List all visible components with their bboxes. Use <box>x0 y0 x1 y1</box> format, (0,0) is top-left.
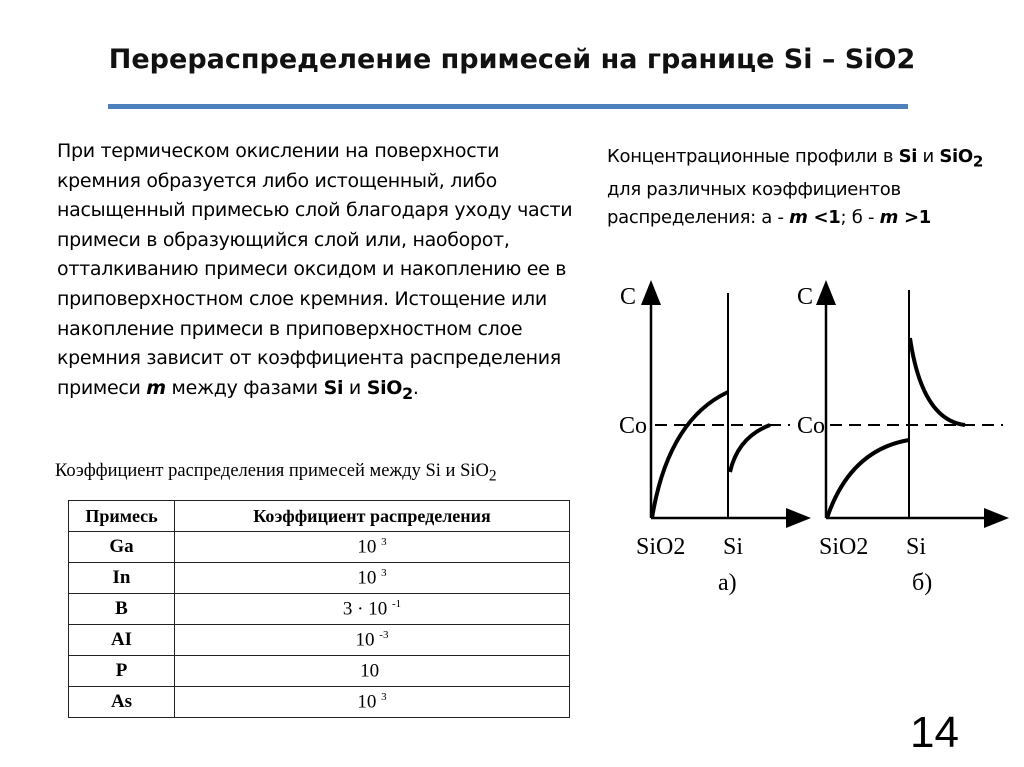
silicon-profile-curve <box>730 425 770 472</box>
subscript: 2 <box>488 467 497 485</box>
page-number: 14 <box>910 708 959 757</box>
panel-a-label: а) <box>718 570 737 596</box>
silicon-profile-curve <box>910 338 965 425</box>
m-symbol: m <box>146 376 166 399</box>
coefficient-exponent: 3 <box>381 535 387 548</box>
c0-label: Co <box>797 413 826 439</box>
si-term: Si <box>898 146 918 167</box>
coefficient-base: 10 <box>357 691 377 713</box>
y-axis-label: C <box>620 284 637 310</box>
coefficient-base: 10 <box>355 629 375 651</box>
caption-text: для различных коэффициентов распределения: а - <box>607 178 901 228</box>
table-caption-text: Коэффициент распределения примесей между Si и SiO <box>55 461 489 481</box>
coefficient-base: 10 <box>357 567 377 589</box>
si-label: Si <box>906 534 927 560</box>
coefficient-exponent: 3 <box>381 566 387 579</box>
sio2-label: SiO2 <box>819 534 869 560</box>
impurity-cell: AI <box>69 625 175 656</box>
impurity-cell: P <box>69 656 175 687</box>
column-header: Примесь <box>69 501 175 532</box>
panel-a <box>651 285 806 518</box>
coefficient-base: 10 <box>360 660 380 682</box>
sio2-term: SiO <box>939 146 973 167</box>
caption-text: Концентрационные профили в <box>607 146 899 167</box>
oxide-profile-curve <box>827 440 909 518</box>
m-symbol: m <box>789 206 808 228</box>
m-symbol: m <box>879 206 899 228</box>
si-label: Si <box>723 534 744 560</box>
y-axis-label: C <box>797 284 814 310</box>
impurity-cell: B <box>69 594 175 625</box>
impurity-cell: As <box>69 687 175 718</box>
oxide-profile-curve <box>652 392 728 518</box>
panel-b-label: б) <box>912 570 933 596</box>
coefficient-exponent: 3 <box>381 690 387 703</box>
sio2-term: SiO <box>366 376 403 399</box>
panel-b <box>826 285 1004 518</box>
paragraph-text: между фазами <box>165 376 324 399</box>
caption-text: ; б - <box>840 206 880 228</box>
si-term: Si <box>323 376 344 399</box>
c0-label: Co <box>619 413 648 439</box>
impurity-cell: Ga <box>69 532 175 563</box>
condition: >1 <box>898 206 932 228</box>
coefficient-exponent: -1 <box>391 597 402 610</box>
coefficient-base: 3 · 10 <box>342 598 388 620</box>
paragraph-text: . <box>412 376 419 399</box>
impurity-cell: In <box>69 563 175 594</box>
paragraph-text: При термическом окислении на поверхности кремния образуется либо истощенный, либо насыщенный примесью слой благодаря уходу части примеси в образующийся слой или, наоборот, отталкиванию примеси оксидом и накоплению ее в приповерхностном слое кремния. Истощение или накопление примеси в приповерхностном слое кремния зависит от коэффициента распределения примеси <box>57 140 573 399</box>
paragraph-text: и <box>343 376 367 399</box>
slide-title: Перераспределение примесей на границе Si – SiO2 <box>108 44 916 75</box>
caption-text: и <box>917 146 940 167</box>
subscript: 2 <box>402 383 413 403</box>
sio2-label: SiO2 <box>636 534 686 560</box>
column-header: Коэффициент распределения <box>175 501 570 532</box>
coefficient-exponent: -3 <box>379 628 389 641</box>
subscript: 2 <box>972 152 984 171</box>
condition: <1 <box>807 206 841 228</box>
coefficient-base: 10 <box>357 536 377 558</box>
